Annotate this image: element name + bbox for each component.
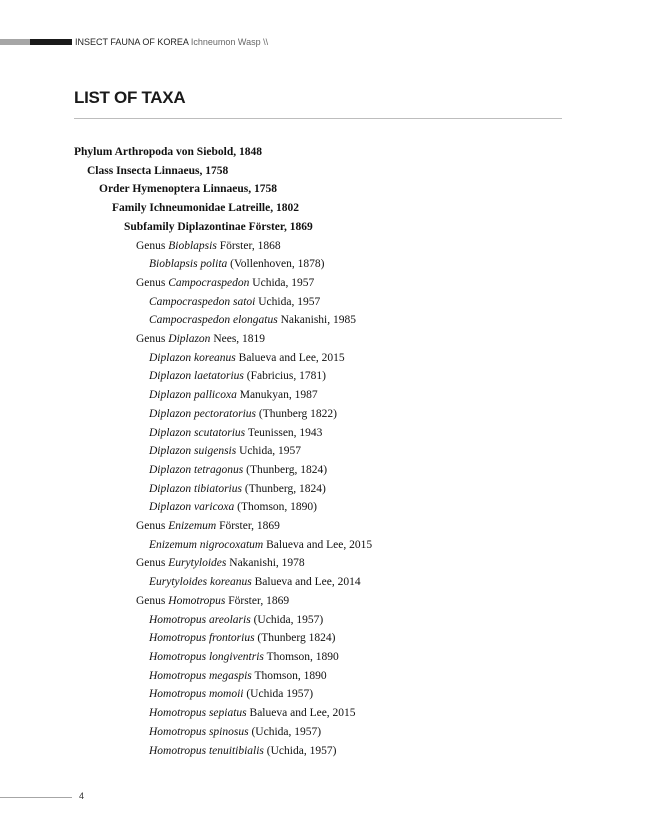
species-author: (Thunberg 1822): [258, 407, 337, 420]
species-name: Diplazon varicoxa: [149, 501, 235, 514]
taxon-species: [74, 386, 372, 405]
footer-rule: [0, 797, 72, 798]
species-author: Teunissen, 1943: [247, 426, 323, 439]
taxon-genus: [74, 330, 372, 349]
taxon-phylum: Phylum Arthropoda von Siebold, 1848: [74, 146, 262, 158]
taxon-species: [74, 723, 372, 742]
genus-prefix: Genus: [136, 333, 166, 346]
taxon-genus: [74, 237, 372, 256]
running-head: [75, 36, 268, 48]
genus-author: Förster, 1868: [219, 239, 281, 252]
species-author: Nakanishi, 1985: [280, 314, 356, 327]
species-name: Homotropus momoii: [149, 688, 244, 701]
species-author: (Thunberg, 1824): [246, 463, 328, 476]
species-name: Diplazon laetatorius: [149, 370, 244, 383]
taxon-species: [74, 367, 372, 386]
species-name: Homotropus frontorius: [149, 632, 255, 645]
running-header: [0, 36, 652, 48]
species-name: Diplazon tetragonus: [149, 463, 244, 476]
taxon-species: [74, 405, 372, 424]
genus-name: Campocraspedon: [168, 276, 250, 289]
species-author: Balueva and Lee, 2014: [254, 576, 361, 589]
species-author: (Thomson, 1890): [237, 501, 318, 514]
species-author: (Uchida, 1957): [253, 613, 324, 626]
genus-author: Förster, 1869: [219, 520, 280, 533]
header-bar-dark: [30, 39, 72, 45]
title-divider: [74, 118, 562, 119]
species-author: Balueva and Lee, 2015: [238, 351, 345, 364]
species-name: Diplazon koreanus: [149, 351, 236, 364]
taxon-species: [74, 480, 372, 499]
genus-prefix: Genus: [136, 594, 166, 607]
species-author: (Uchida 1957): [246, 688, 314, 701]
species-name: Eurytyloides koreanus: [149, 576, 252, 589]
header-bar-light: [0, 39, 30, 45]
genus-author: Nakanishi, 1978: [229, 557, 305, 570]
taxon-species: [74, 498, 372, 517]
taxon-genus: [74, 274, 372, 293]
taxon-species: [74, 442, 372, 461]
species-author: Thomson, 1890: [254, 669, 327, 682]
genus-prefix: Genus: [136, 520, 166, 533]
taxon-species: [74, 311, 372, 330]
species-name: Homotropus tenuitibialis: [149, 744, 264, 757]
genus-author: Nees, 1819: [213, 333, 266, 346]
running-head-marker: \\: [263, 37, 269, 47]
species-author: (Thunberg 1824): [257, 632, 336, 645]
species-name: Diplazon pallicoxa: [149, 389, 237, 402]
taxon-species: [74, 536, 372, 555]
taxon-species: [74, 629, 372, 648]
taxon-species: [74, 424, 372, 443]
taxon-species: [74, 255, 372, 274]
species-name: Campocraspedon elongatus: [149, 314, 278, 327]
species-author: Manukyan, 1987: [239, 389, 318, 402]
species-name: Campocraspedon satoi: [149, 295, 256, 308]
species-name: Homotropus sepiatus: [149, 707, 247, 720]
species-name: Homotropus spinosus: [149, 725, 249, 738]
genus-prefix: Genus: [136, 557, 166, 570]
taxon-species: [74, 349, 372, 368]
running-head-title: INSECT FAUNA OF KOREA: [75, 37, 189, 47]
taxon-class: Class Insecta Linnaeus, 1758: [87, 164, 229, 177]
taxon-genus: [74, 592, 372, 611]
species-author: (Thunberg, 1824): [244, 482, 326, 495]
genus-name: Eurytyloides: [168, 557, 227, 570]
species-name: Diplazon tibiatorius: [149, 482, 242, 495]
taxon-order: Order Hymenoptera Linnaeus, 1758: [99, 183, 278, 196]
genus-prefix: Genus: [136, 239, 166, 252]
genus-name: Diplazon: [168, 333, 211, 346]
species-name: Diplazon scutatorius: [149, 426, 246, 439]
taxa-list: [74, 143, 372, 760]
taxon-family: Family Ichneumonidae Latreille, 1802: [112, 202, 299, 215]
species-author: Uchida, 1957: [239, 445, 302, 458]
taxon-genus: [74, 517, 372, 536]
species-name: Homotropus longiventris: [149, 650, 264, 663]
genus-prefix: Genus: [136, 276, 166, 289]
taxon-species: [74, 667, 372, 686]
species-name: Homotropus megaspis: [149, 669, 252, 682]
species-author: (Fabricius, 1781): [246, 370, 326, 383]
genus-author: Uchida, 1957: [252, 276, 315, 289]
species-author: Balueva and Lee, 2015: [266, 538, 373, 551]
species-author: Thomson, 1890: [266, 650, 339, 663]
page-title: LIST OF TAXA: [74, 88, 186, 107]
species-name: Bioblapsis polita: [149, 258, 228, 271]
taxon-species: [74, 293, 372, 312]
taxon-species: [74, 573, 372, 592]
genus-author: Förster, 1869: [228, 594, 290, 607]
taxon-subfamily: Subfamily Diplazontinae Förster, 1869: [124, 220, 313, 233]
page-number: 4: [79, 791, 85, 801]
taxon-species: [74, 461, 372, 480]
species-name: Homotropus areolaris: [149, 613, 251, 626]
taxon-species: [74, 704, 372, 723]
species-author: (Uchida, 1957): [266, 744, 337, 757]
species-name: Enizemum nigrocoxatum: [149, 538, 264, 551]
species-author: (Vollenhoven, 1878): [230, 258, 325, 271]
genus-name: Bioblapsis: [168, 239, 217, 252]
taxon-genus: [74, 554, 372, 573]
species-author: Uchida, 1957: [258, 295, 321, 308]
species-name: Diplazon pectoratorius: [149, 407, 257, 420]
genus-name: Homotropus: [168, 594, 226, 607]
taxon-species: [74, 611, 372, 630]
genus-name: Enizemum: [168, 520, 217, 533]
running-head-subtitle: Ichneumon Wasp: [190, 37, 261, 47]
species-name: Diplazon suigensis: [149, 445, 237, 458]
species-author: (Uchida, 1957): [251, 725, 322, 738]
species-author: Balueva and Lee, 2015: [249, 707, 356, 720]
taxon-species: [74, 685, 372, 704]
taxon-species: [74, 648, 372, 667]
taxon-species: [74, 742, 372, 761]
